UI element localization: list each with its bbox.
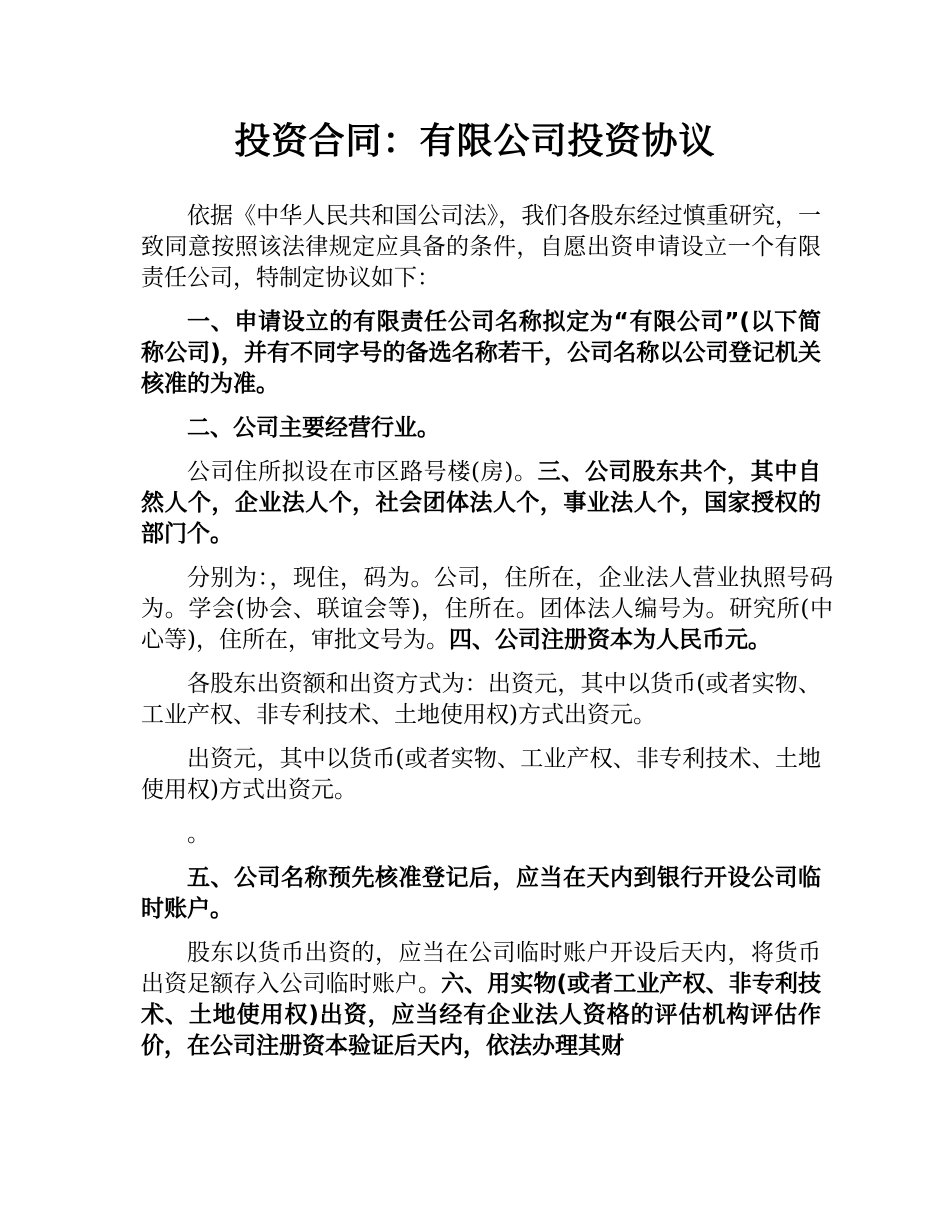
address-paragraph — [141, 457, 821, 550]
contribution-paragraph-2: 出资元，其中以货币(或者实物、工业产权、非专利技术、土地使用权)方式出资元。 — [141, 746, 821, 803]
clause-6-text: 六、用实物(或者工业产权、非专利技术、土地使用权)出资，应当经有企业法人资格的评估机构评估作价，在公司注册资本验证后天内，依法办理其财 — [141, 971, 822, 1059]
blank-paragraph: 。 — [187, 821, 210, 847]
clause-2-paragraph: 二、公司主要经营行业。 — [187, 415, 440, 441]
cash-deposit-text: 股东以货币出资的，应当在公司临时账户开设后天内，将货币出资足额存入公司临时账户。 — [141, 940, 821, 997]
clause-1-paragraph: 一、申请设立的有限责任公司名称拟定为“有限公司”(以下简称公司)，并有不同字号的备选名称若干，公司名称以公司登记机关核准的为准。 — [141, 309, 821, 397]
shareholders-text: 分别为：，现住，码为。公司，住所在，企业法人营业执照号码为。学会(协会、联谊会等)，住所在。团体法人编号为。研究所(中心等)，住所在，审批文号为。 — [141, 565, 833, 653]
clause-5-paragraph: 五、公司名称预先核准登记后，应当在天内到银行开设公司临时账户。 — [141, 865, 821, 922]
clause-4-text: 四、公司注册资本为人民币元。 — [448, 627, 771, 653]
document-body — [141, 201, 833, 1075]
shareholders-paragraph — [141, 563, 833, 656]
clause-3-text: 三、公司股东共个，其中自然人个，企业法人个，社会团体法人个，事业法人个，国家授权的部门个。 — [141, 459, 821, 547]
document-title: 投资合同：有限公司投资协议 — [234, 121, 716, 162]
contribution-paragraph-1: 各股东出资额和出资方式为：出资元，其中以货币(或者实物、工业产权、非专利技术、土地使用权)方式出资元。 — [141, 671, 821, 728]
preamble-paragraph: 依据《中华人民共和国公司法》，我们各股东经过慎重研究，一致同意按照该法律规定应具备的条件，自愿出资申请设立一个有限责任公司，特制定协议如下： — [141, 203, 821, 291]
address-text: 公司住所拟设在市区路号楼(房)。 — [187, 459, 538, 485]
cash-deposit-paragraph — [141, 938, 821, 1062]
